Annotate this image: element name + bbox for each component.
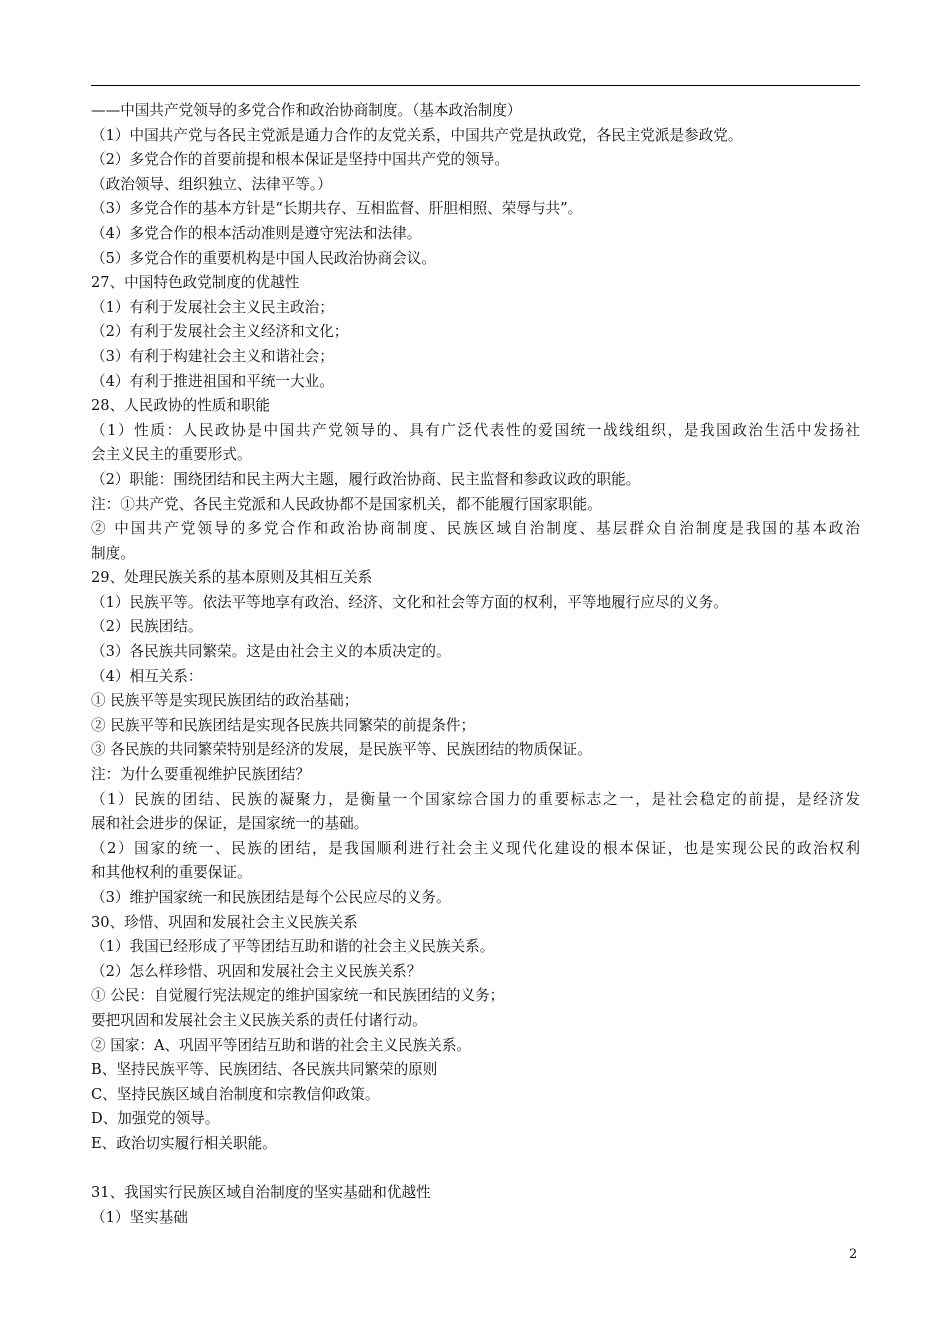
text-line: 会主义民主的重要形式。 bbox=[91, 446, 252, 464]
section-heading: 29、处理民族关系的基本原则及其相互关系 bbox=[91, 569, 373, 587]
text-line: （3）有利于构建社会主义和谐社会； bbox=[91, 347, 334, 365]
text-line: （4）有利于推进祖国和平统一大业。 bbox=[91, 372, 334, 390]
text-line: （1）我国已经形成了平等团结互助和谐的社会主义民族关系。 bbox=[91, 938, 495, 956]
text-line: ① 公民：自觉履行宪法规定的维护国家统一和民族团结的义务； bbox=[91, 987, 505, 1005]
text-line: （4）相互关系： bbox=[91, 667, 203, 685]
text-line: （4）多党合作的根本活动准则是遵守宪法和法律。 bbox=[91, 224, 422, 242]
text-line: 注：①共产党、各民主党派和人民政协都不是国家机关，都不能履行国家职能。 bbox=[91, 495, 602, 513]
page-number: 2 bbox=[849, 1247, 858, 1262]
text-line: （3）多党合作的基本方针是“长期共存、互相监督、肝胆相照、荣辱与共”。 bbox=[91, 200, 583, 218]
text-line: （5）多党合作的重要机构是中国人民政治协商会议。 bbox=[91, 249, 436, 267]
blank-line bbox=[91, 1157, 860, 1182]
text-line: 注：为什么要重视维护民族团结？ bbox=[91, 766, 310, 784]
text-line: （1）有利于发展社会主义民主政治； bbox=[91, 298, 334, 316]
text-line: 和其他权利的重要保证。 bbox=[91, 864, 252, 882]
text-line: （1）坚实基础 bbox=[91, 1208, 188, 1226]
text-line: （2）职能：围绕团结和民主两大主题，履行政治协商、民主监督和参政议政的职能。 bbox=[91, 470, 641, 488]
text-line: （2）民族团结。 bbox=[91, 618, 203, 636]
document-body bbox=[91, 99, 860, 1230]
text-line: ② 国家：A、巩固平等团结互助和谐的社会主义民族关系。 bbox=[91, 1036, 472, 1054]
section-heading: 27、中国特色政党制度的优越性 bbox=[91, 274, 300, 292]
text-line: ③ 各民族的共同繁荣特别是经济的发展，是民族平等、民族团结的物质保证。 bbox=[91, 741, 592, 759]
text-line: ② 民族平等和民族团结是实现各民族共同繁荣的前提条件； bbox=[91, 716, 476, 734]
text-line: 展和社会进步的保证，是国家统一的基础。 bbox=[91, 815, 369, 833]
text-line: （2）多党合作的首要前提和根本保证是坚持中国共产党的领导。 bbox=[91, 151, 509, 169]
text-line: B、坚持民族平等、民族团结、各民族共同繁荣的原则 bbox=[91, 1061, 438, 1079]
text-line: （2）国家的统一、民族的团结，是我国顺利进行社会主义现代化建设的根本保证，也是实现公民的政治权利 bbox=[91, 839, 860, 857]
text-line: C、坚持民族区域自治制度和宗教信仰政策。 bbox=[91, 1085, 380, 1103]
text-line: （政治领导、组织独立、法律平等。） bbox=[91, 175, 332, 193]
text-line: ——中国共产党领导的多党合作和政治协商制度。（基本政治制度） bbox=[91, 102, 522, 119]
section-heading: 28、人民政协的性质和职能 bbox=[91, 397, 271, 415]
text-line: （3）维护国家统一和民族团结是每个公民应尽的义务。 bbox=[91, 889, 451, 906]
text-line: （1）民族的团结、民族的凝聚力，是衡量一个国家综合国力的重要标志之一，是社会稳定的前提，是经济发 bbox=[91, 790, 860, 808]
text-line: 制度。 bbox=[91, 544, 135, 562]
section-heading: 30、珍惜、巩固和发展社会主义民族关系 bbox=[91, 913, 358, 931]
text-line: E、政治切实履行相关职能。 bbox=[91, 1134, 277, 1152]
text-line: （2）怎么样珍惜、巩固和发展社会主义民族关系？ bbox=[91, 962, 422, 980]
text-line: （2）有利于发展社会主义经济和文化； bbox=[91, 323, 349, 341]
text-line: ② 中国共产党领导的多党合作和政治协商制度、民族区域自治制度、基层群众自治制度是我国的基本政治 bbox=[91, 520, 860, 538]
section-heading: 31、我国实行民族区域自治制度的坚实基础和优越性 bbox=[91, 1184, 431, 1202]
text-line: （1）性质：人民政协是中国共产党领导的、具有广泛代表性的爱国统一战线组织，是我国政治生活中发扬社 bbox=[91, 421, 860, 439]
text-line: （1）民族平等。依法平等地享有政治、经济、文化和社会等方面的权利，平等地履行应尽的义务。 bbox=[91, 593, 728, 611]
text-line: D、加强党的领导。 bbox=[91, 1110, 220, 1128]
text-line: （3）各民族共同繁荣。这是由社会主义的本质决定的。 bbox=[91, 643, 451, 661]
text-line: ① 民族平等是实现民族团结的政治基础； bbox=[91, 692, 359, 710]
text-line: 要把巩固和发展社会主义民族关系的责任付诸行动。 bbox=[91, 1011, 427, 1029]
header-rule bbox=[91, 85, 860, 86]
text-line: （1）中国共产党与各民主党派是通力合作的友党关系，中国共产党是执政党，各民主党派是参政党。 bbox=[91, 126, 743, 144]
